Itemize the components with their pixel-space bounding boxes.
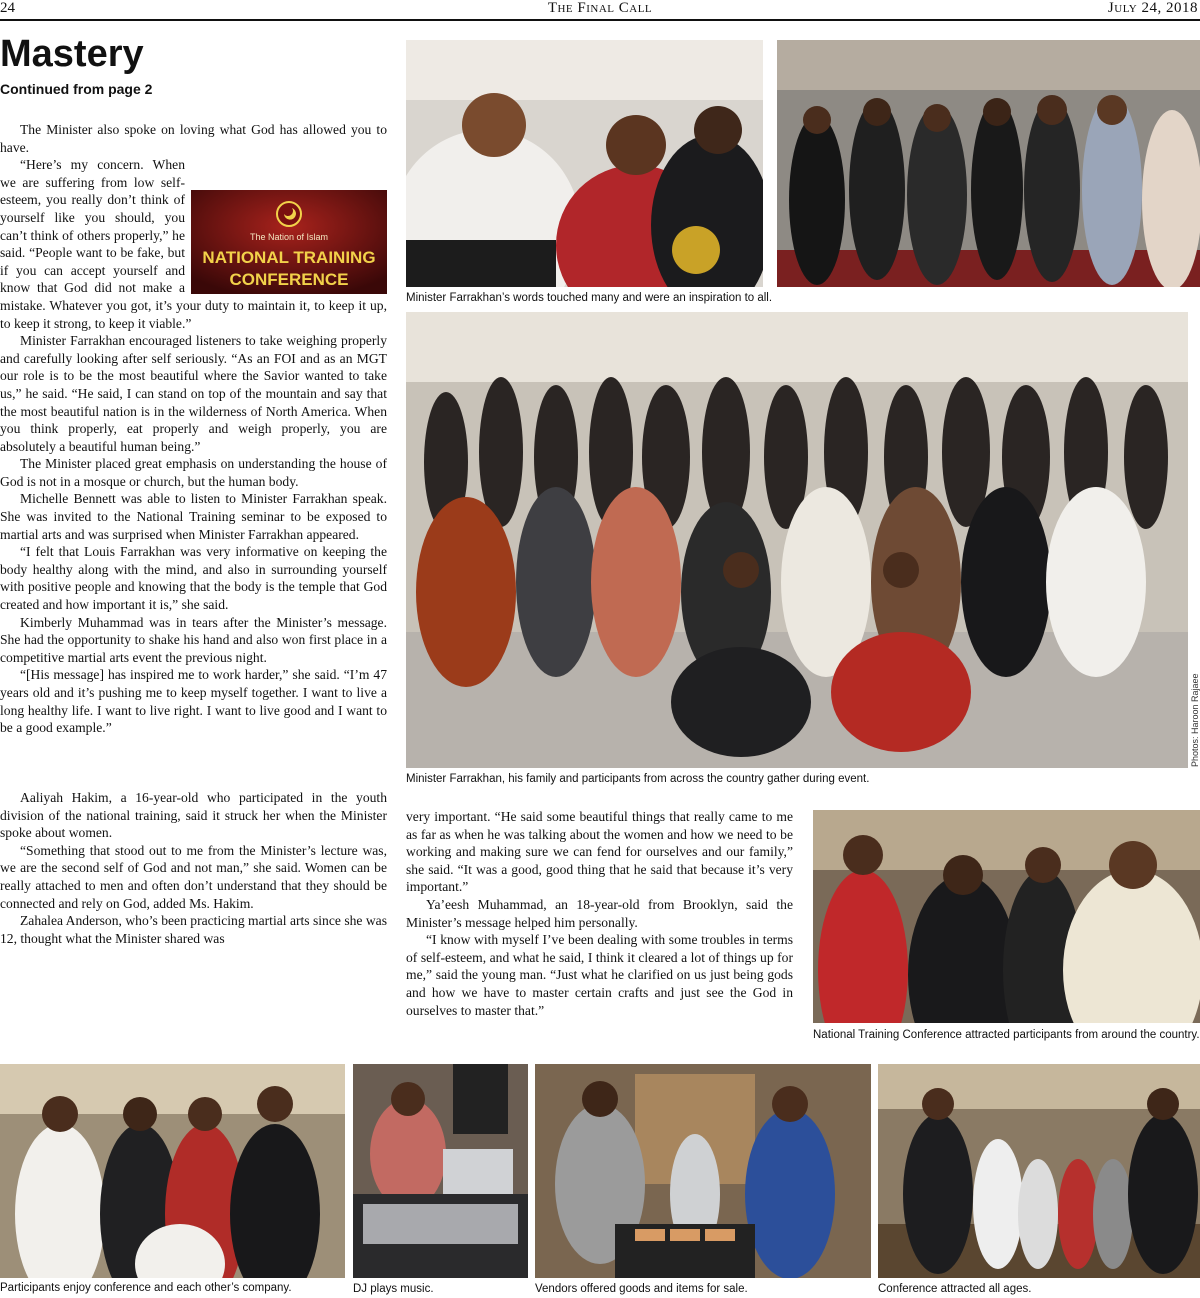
photo-group	[406, 312, 1188, 768]
paragraph: “[His message] has inspired me to work harder,” she said. “I’m 47 years old and it’s pushing me to keep myself together. I want to live a long healthy life. I want to live right. I want to live good and I want to be a good example.”	[0, 667, 387, 736]
header-rule	[0, 19, 1200, 21]
publication-name: The Final Call	[547, 0, 653, 16]
logo-inset	[191, 190, 387, 294]
paragraph: Zahalea Anderson, who’s been practicing martial arts since she was 12, thought what the Minister shared was	[0, 913, 387, 946]
caption-participants: Participants enjoy conference and each other’s company.	[0, 1282, 292, 1294]
paragraph: very important. “He said some beautiful things that really came to me as far as when he was talking about the women and how we need to be working and making sure we can fend for ourselves and our family,” she said. “It was a good, good thing that he said that because it’s very important.”	[406, 809, 793, 895]
paragraph: Minister Farrakhan encouraged listeners to take weighing properly and carefully looking after self seriously. “As an FOI and as an MGT our role is to be the most beautiful where the Savior wanted to take us,” he said. “He said, I can stand on top of the mountain and say that the most beautiful nation is in the wilderness of North America. When you think properly, eat properly and weigh properly, you are absolutely a beautiful human being.”	[0, 333, 387, 454]
logo-line2: CONFERENCE	[229, 270, 349, 290]
paragraph: The Minister also spoke on loving what God has allowed you to have.	[0, 122, 387, 155]
paragraph: “I felt that Louis Farrakhan was very informative on keeping the body healthy along with the mind, and also in surrounding yourself with positive people and knowing that the body is the temple that God created and how important it is,” she said.	[0, 544, 387, 613]
logo-org: The Nation of Islam	[249, 232, 329, 243]
issue-date: July 24, 2018	[1107, 0, 1198, 16]
photo-dj	[353, 1064, 528, 1278]
article-column-1	[0, 121, 387, 789]
caption-all-ages: Conference attracted all ages.	[878, 1283, 1032, 1295]
page-number: 24	[0, 0, 15, 16]
paragraph: “I know with myself I’ve been dealing with some troubles in terms of self-esteem, and what he said, I think it cleared a lot of things up for me,” said the young man. “Just what he clarified on us just being gods and how we have to master certain crafts and just see the God in ourselves to master that.”	[406, 932, 793, 1018]
caption-top-photos: Minister Farrakhan’s words touched many and were an inspiration to all.	[406, 292, 773, 304]
continued-from: Continued from page 2	[0, 81, 153, 97]
paragraph: The Minister placed great emphasis on understanding the house of God is not in a mosque or church, but the human body.	[0, 456, 387, 489]
paragraph: Ya’eesh Muhammad, an 18-year-old from Brooklyn, said the Minister’s message helped him personally.	[406, 896, 793, 930]
photo-credit: Photos: Haroon Rajaee	[1190, 673, 1200, 767]
headline: Mastery	[0, 33, 144, 75]
photo-minister-speaking	[406, 40, 763, 287]
photo-crowd	[777, 40, 1200, 287]
paragraph: Michelle Bennett was able to listen to Minister Farrakhan speak. She was invited to the National Training seminar to be exposed to martial arts and was surprised when Minister Farrakhan appeared.	[0, 491, 387, 542]
caption-vendors: Vendors offered goods and items for sale.	[535, 1283, 748, 1295]
caption-ntc-photo: National Training Conference attracted participants from around the country.	[813, 1029, 1200, 1041]
paragraph: Aaliyah Hakim, a 16-year-old who participated in the youth division of the national training, said it struck her when the Minister spoke about women.	[0, 790, 387, 841]
caption-group-photo: Minister Farrakhan, his family and participants from across the country gather during event.	[406, 773, 870, 785]
logo-line1: NATIONAL TRAINING	[202, 248, 376, 268]
photo-participants	[0, 1064, 345, 1278]
photo-ntc-participants	[813, 810, 1200, 1023]
paragraph: “Something that stood out to me from the Minister’s lecture was, we are the second self of God and not man,” she said. Women can be really attached to men and often don’t understand that they should be connected and rely on God, added Ms. Hakim.	[0, 842, 387, 911]
article-column-2	[406, 808, 793, 1044]
national-training-conference-logo	[191, 190, 387, 294]
paragraph: “Here’s my concern. When we are suffering from low self-esteem, you really don’t think of yourself like you should, you can’t think of others properly,” he said. “People want to be fake, but if you can accept yourself and know that God did not make a mistake. Whatever you got, it’s your duty to maintain it, to keep it up, to keep it strong, to keep it viable.”	[0, 157, 387, 331]
paragraph: Kimberly Muhammad was in tears after the Minister’s message. She had the opportunity to shake his hand and also won first place in a competitive martial arts event the previous night.	[0, 614, 387, 665]
photo-all-ages	[878, 1064, 1200, 1278]
article-column-1-continued	[0, 789, 387, 1041]
caption-dj: DJ plays music.	[353, 1283, 434, 1295]
photo-vendors	[535, 1064, 871, 1278]
